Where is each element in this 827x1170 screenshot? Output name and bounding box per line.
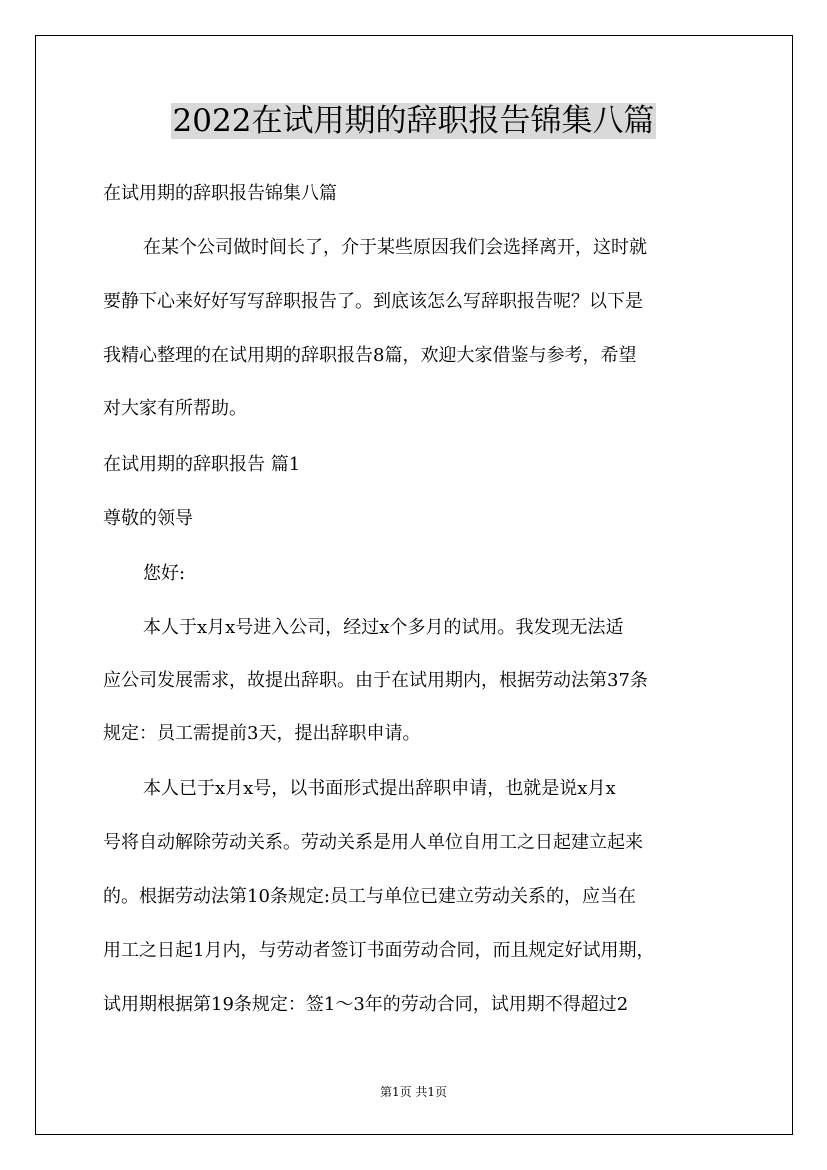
paragraph-line: 在某个公司做时间长了，介于某些原因我们会选择离开，这时就: [143, 237, 647, 258]
paragraph-line: 用工之日起1月内，与劳动者签订书面劳动合同，而且规定好试用期，: [103, 940, 655, 961]
greeting: 您好:: [143, 563, 186, 584]
paragraph-line: 应公司发展需求，故提出辞职。由于在试用期内，根据劳动法第37条: [103, 670, 648, 691]
paragraph-line: 号将自动解除劳动关系。劳动关系是用人单位自用工之日起建立起来: [103, 832, 643, 853]
page-footer: 第1页 共1页: [379, 1085, 448, 1099]
subtitle-line: 在试用期的辞职报告锦集八篇: [103, 183, 337, 204]
document-title: 2022在试用期的辞职报告锦集八篇: [172, 103, 655, 139]
paragraph-line: 我精心整理的在试用期的辞职报告8篇，欢迎大家借鉴与参考，希望: [103, 345, 637, 366]
paragraph-line: 试用期根据第19条规定：签1～3年的劳动合同，试用期不得超过2: [103, 994, 629, 1015]
paragraph-line: 的。根据劳动法第10条规定:员工与单位已建立劳动关系的，应当在: [103, 886, 636, 907]
section-heading: 在试用期的辞职报告 篇1: [103, 454, 301, 475]
document-title-row: [0, 100, 827, 142]
paragraph-line: 本人于x月x号进入公司，经过x个多月的试用。我发现无法适: [143, 617, 624, 638]
salutation: 尊敬的领导: [103, 508, 193, 529]
paragraph-line: 对大家有所帮助。: [103, 398, 247, 419]
paragraph-line: 本人已于x月x号，以书面形式提出辞职申请，也就是说x月x: [143, 778, 616, 799]
paragraph-line: 要静下心来好好写写辞职报告了。到底该怎么写辞职报告呢？以下是: [103, 291, 643, 312]
paragraph-line: 规定：员工需提前3天，提出辞职申请。: [103, 723, 421, 744]
